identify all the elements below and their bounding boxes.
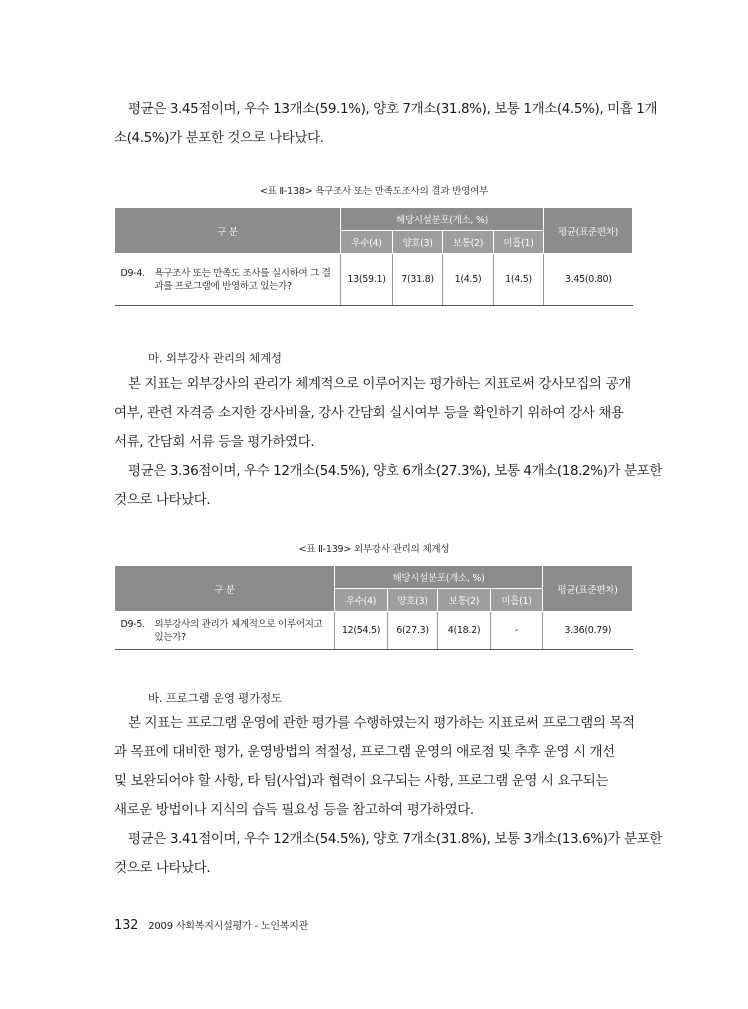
header-average: 평균(표준편차) — [543, 566, 633, 612]
section-heading: 바. 프로그램 운영 평가정도 — [148, 691, 282, 705]
table-caption: <표 Ⅱ-138> 욕구조사 또는 만족도조사의 결과 반영여부 — [259, 186, 489, 197]
item-description — [115, 254, 341, 306]
item-code: D9-5. — [120, 618, 145, 630]
header-category: 구 분 — [115, 566, 335, 612]
header-category: 구 분 — [115, 208, 341, 254]
text-line: 것으로 나타났다. — [114, 860, 211, 876]
header-excellent: 우수(4) — [335, 589, 388, 612]
text-line: 과 목표에 대비한 평가, 운영방법의 적절성, 프로그램 운영의 애로점 및 추후 운영 시 개선 — [114, 744, 615, 760]
header-excellent: 우수(4) — [341, 231, 393, 254]
text-line: 소(4.5%)가 분포한 것으로 나타났다. — [114, 130, 324, 146]
cell-average: 3.45(0.80) — [544, 254, 633, 306]
cell-good: 7(31.8) — [393, 254, 443, 306]
item-text: 외부강사의 관리가 체계적으로 이루어지고 있는가? — [154, 618, 323, 643]
page-footer — [114, 917, 308, 933]
header-good: 양호(3) — [393, 231, 443, 254]
header-distribution: 해당시설분포(개소, %) — [335, 566, 543, 589]
header-distribution: 해당시설분포(개소, %) — [341, 208, 544, 231]
item-code: D9-4. — [120, 267, 145, 279]
data-table — [114, 207, 633, 306]
header-average: 평균(표준편차) — [544, 208, 633, 254]
text-line: 것으로 나타났다. — [114, 492, 211, 508]
cell-average: 3.36(0.79) — [543, 612, 633, 650]
text-line: 평균은 3.45점이며, 우수 13개소(59.1%), 양호 7개소(31.8%), 보통 1개소(4.5%), 미흡 1개 — [128, 101, 658, 117]
cell-poor: - — [491, 612, 543, 650]
header-fair: 보통(2) — [443, 231, 494, 254]
header-fair: 보통(2) — [438, 589, 491, 612]
text-line: 여부, 관련 자격증 소지한 강사비율, 강사 간담회 실시여부 등을 확인하기 위하여 강사 채용 — [114, 405, 624, 421]
text-line: 및 보완되어야 할 사항, 타 팀(사업)과 협력이 요구되는 사항, 프로그램 운영 시 요구되는 — [114, 773, 609, 789]
cell-good: 6(27.3) — [388, 612, 438, 650]
cell-excellent: 12(54.5) — [335, 612, 388, 650]
text-line: 평균은 3.41점이며, 우수 12개소(54.5%), 양호 7개소(31.8%), 보통 3개소(13.6%)가 분포한 — [128, 831, 662, 847]
paragraph-summary-1 — [114, 95, 658, 153]
cell-fair: 1(4.5) — [443, 254, 494, 306]
page-number: 132 — [114, 918, 139, 933]
item-text: 욕구조사 또는 만족도 조사를 실시하여 그 결과를 프로그램에 반영하고 있는가? — [154, 267, 331, 292]
running-title: 2009 사회복지시설평가 - 노인복지관 — [148, 921, 309, 932]
paragraph-section-ma — [114, 370, 662, 515]
table-row — [115, 612, 633, 650]
cell-excellent: 13(59.1) — [341, 254, 393, 306]
header-good: 양호(3) — [388, 589, 438, 612]
text-line: 새로운 방법이나 지식의 습득 필요성 등을 참고하여 평가하였다. — [114, 802, 474, 818]
header-poor: 미흡(1) — [494, 231, 544, 254]
table-caption: <표 Ⅱ-139> 외부강사 관리의 체계성 — [298, 544, 450, 555]
text-line: 본 지표는 외부강사의 관리가 체계적으로 이루어지는 평가하는 지표로써 강사모집의 공개 — [128, 376, 631, 392]
text-line: 본 지표는 프로그램 운영에 관한 평가를 수행하였는지 평가하는 지표로써 프로그램의 목적 — [128, 715, 635, 731]
cell-poor: 1(4.5) — [494, 254, 544, 306]
paragraph-section-ba — [114, 709, 662, 883]
text-line: 평균은 3.36점이며, 우수 12개소(54.5%), 양호 6개소(27.3%), 보통 4개소(18.2%)가 분포한 — [128, 463, 662, 479]
data-table — [114, 565, 633, 650]
cell-fair: 4(18.2) — [438, 612, 491, 650]
header-poor: 미흡(1) — [491, 589, 543, 612]
text-line: 서류, 간담회 서류 등을 평가하였다. — [114, 434, 315, 450]
table-row — [115, 254, 633, 306]
section-heading: 마. 외부강사 관리의 체계성 — [148, 351, 282, 365]
item-description — [115, 612, 335, 650]
